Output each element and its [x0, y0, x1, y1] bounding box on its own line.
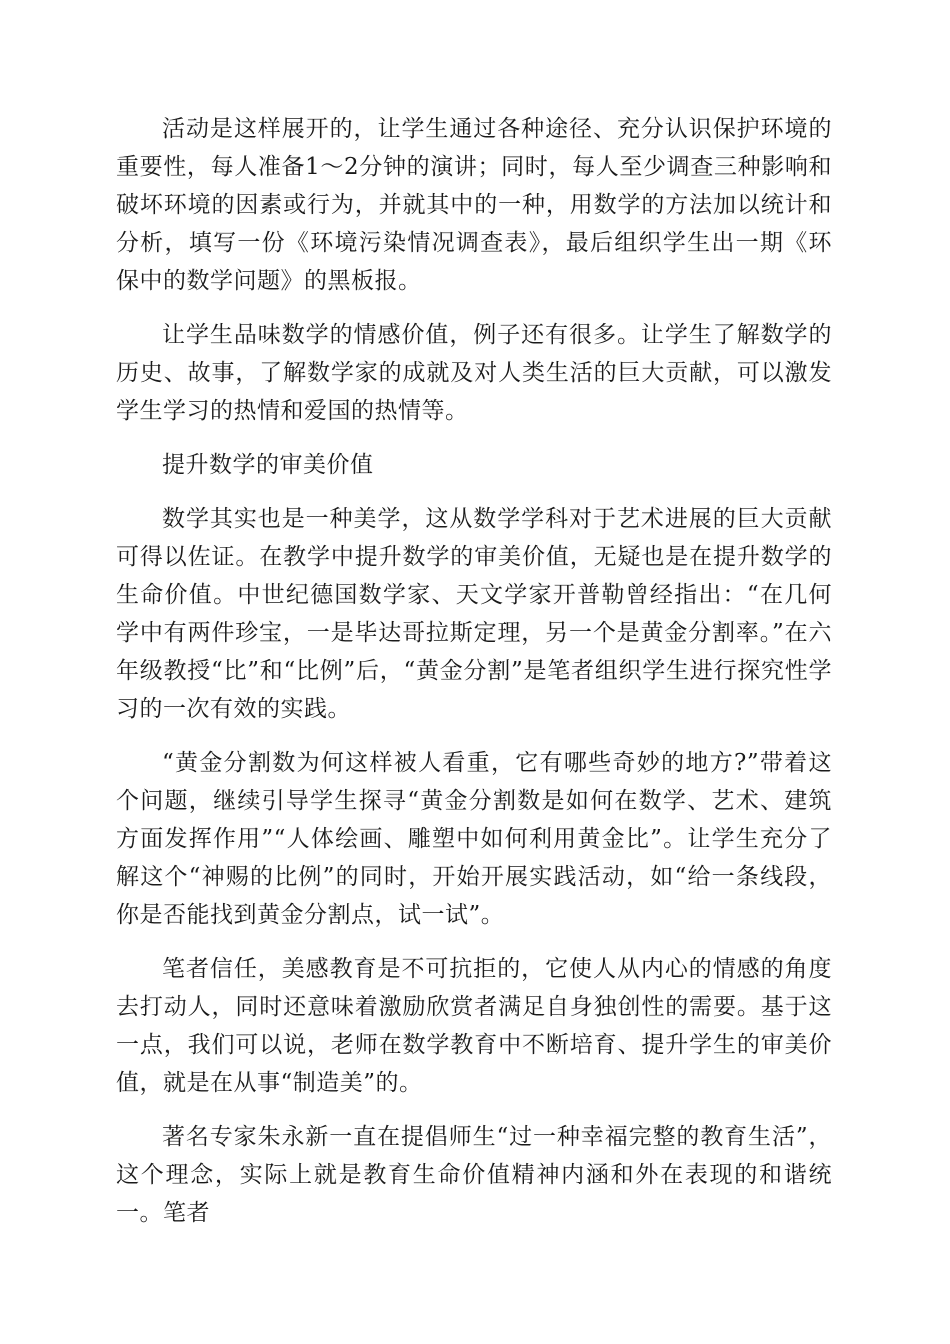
paragraph-aesthetic-education: 笔者信任，美感教育是不可抗拒的，它使人从内心的情感的角度去打动人，同时还意味着激励欣赏者满足自身独创性的需要。基于这一点，我们可以说，老师在数学教育中不断培育、提升学生的审美价值，就是在从事“制造美”的。: [116, 956, 832, 1096]
document-body: [116, 110, 832, 1248]
paragraph-education-life: 著名专家朱永新一直在提倡师生“过一种幸福完整的教育生活”，这个理念，实际上就是教育生命价值精神内涵和外在表现的和谐统一。笔者: [116, 1124, 832, 1226]
paragraph-golden-ratio: “黄金分割数为何这样被人看重，它有哪些奇妙的地方?”带着这个问题，继续引导学生探寻“黄金分割数是如何在数学、艺术、建筑方面发挥作用”“人体绘画、雕塑中如何利用黄金比”。让学生充分了解这个“神赐的比例”的同时，开始开展实践活动，如“给一条线段，你是否能找到黄金分割点，试一试”。: [116, 750, 832, 928]
paragraph-math-aesthetics: 数学其实也是一种美学，这从数学学科对于艺术进展的巨大贡献可得以佐证。在教学中提升数学的审美价值，无疑也是在提升数学的生命价值。中世纪德国数学家、天文学家开普勒曾经指出：“在几何学中有两件珍宝，一是毕达哥拉斯定理，另一个是黄金分割率。”在六年级教授“比”和“比例”后，“黄金分割”是笔者组织学生进行探究性学习的一次有效的实践。: [116, 506, 832, 722]
section-heading-aesthetic-value: 提升数学的审美价值: [162, 452, 374, 478]
paragraph-emotional-value: 让学生品味数学的情感价值，例子还有很多。让学生了解数学的历史、故事，了解数学家的成就及对人类生活的巨大贡献，可以激发学生学习的热情和爱国的热情等。: [116, 322, 832, 424]
paragraph-activity: 活动是这样展开的，让学生通过各种途径、充分认识保护环境的重要性，每人准备1～2分钟的演讲；同时，每人至少调查三种影响和破坏环境的因素或行为，并就其中的一种，用数学的方法加以统计和分析，填写一份《环境污染情况调查表》，最后组织学生出一期《环保中的数学问题》的黑板报。: [116, 116, 832, 294]
